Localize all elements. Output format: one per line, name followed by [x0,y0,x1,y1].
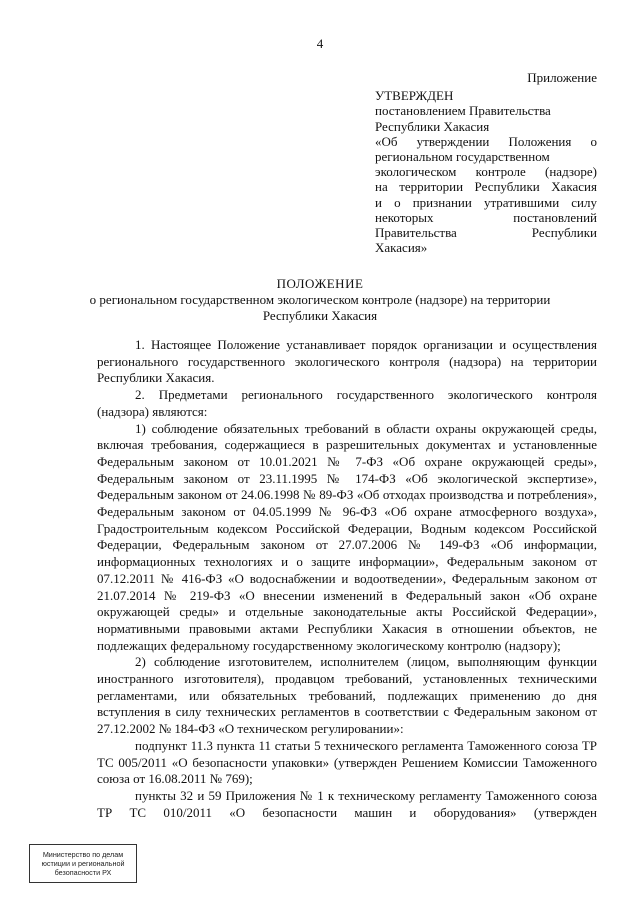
stamp-line: юстиции и региональной [41,859,125,868]
stamp-line: безопасности РХ [54,868,112,877]
approval-line: и о признании утратившими силу [375,194,597,210]
approval-block [375,70,597,255]
approval-line: на территории Республики Хакасия [375,179,597,195]
approval-line: региональном государственном [375,149,550,165]
approval-line: Правительства Республики [375,225,597,241]
appendix-label: Приложение [527,70,597,85]
paragraph: пункты 32 и 59 Приложения № 1 к техническому регламенту Таможенного союза ТР ТС 010/2011 «О безопасности машин и оборудования» (утвержден [97,787,597,820]
paragraph: 2. Предметами регионального государственного экологического контроля (надзора) являются: [97,387,597,419]
stamp-line: Министерство по делам [42,850,124,859]
ministry-stamp [29,844,137,883]
page-number: 4 [316,36,324,51]
paragraph: подпункт 11.3 пункта 11 статьи 5 технического регламента Таможенного союза ТР ТС 005/2011 «О безопасности упаковки» (утвержден Решением Комиссии Таможенного союза от 16.08.2011 № 769); [97,737,597,787]
paragraph: 1) соблюдение обязательных требований в области охраны окружающей среды, включая требования, содержащиеся в разрешительных документах и установленные Федеральным законом от 10.01.2021 № 7-ФЗ «Об охране окружающей среды», Федеральным законом от 23.11.1995 № 174-ФЗ «Об экологической экспертизе», Федеральным законом от 24.06.1998 № 89-ФЗ «Об отходах производства и потребления», Федеральным законом от 04.05.1999 № 96-ФЗ «Об охране атмосферного воздуха», Градостроительным кодексом Российской Федерации, Водным кодексом Российской Федерации, Федеральным законом от 27.07.2006 № 149-ФЗ «Об информации, информационных технологиях и о защите информации», Федеральным законом от 07.12.2011 № 416-ФЗ «О водоснабжении и водоотведении», Федеральным законом от 21.07.2014 № 219-ФЗ «О внесении изменений в Федеральный закон «Об охране окружающей среды» и отдельные законодательные акты Российской Федерации», нормативными правовыми актами Республики Хакасия в отношении объектов, не подлежащих федеральному государственному экологическому контролю (надзору); [97,420,597,653]
approval-line: «Об утверждении Положения о [375,133,597,149]
document-subtitle: о региональном государственном экологическом контроле (надзоре) на территории Республики Хакасия [89,292,551,323]
approval-line: постановлением Правительства [375,103,551,119]
paragraph: 1. Настоящее Положение устанавливает порядок организации и осуществления регионального государственного экологического контроля (надзора) на территории Республики Хакасия. [97,337,597,386]
approval-line: некоторых постановлений [375,209,597,225]
document-body [97,337,597,821]
approval-line: экологическом контроле (надзоре) [375,164,597,180]
approval-line: Хакасия» [375,240,428,256]
document-title: ПОЛОЖЕНИЕ [276,276,364,291]
approval-line: Республики Хакасия [375,118,490,134]
paragraph: 2) соблюдение изготовителем, исполнителем (лицом, выполняющим функции иностранного изготовителя), продавцом требований, установленных техническими регламентами, или обязательных требований, подлежащих применению до дня вступления в силу технических регламентов в соответствии с Федеральным законом от 27.12.2002 № 184-ФЗ «О техническом регулировании»: [97,654,597,737]
approved-heading: УТВЕРЖДЕН [375,88,454,104]
